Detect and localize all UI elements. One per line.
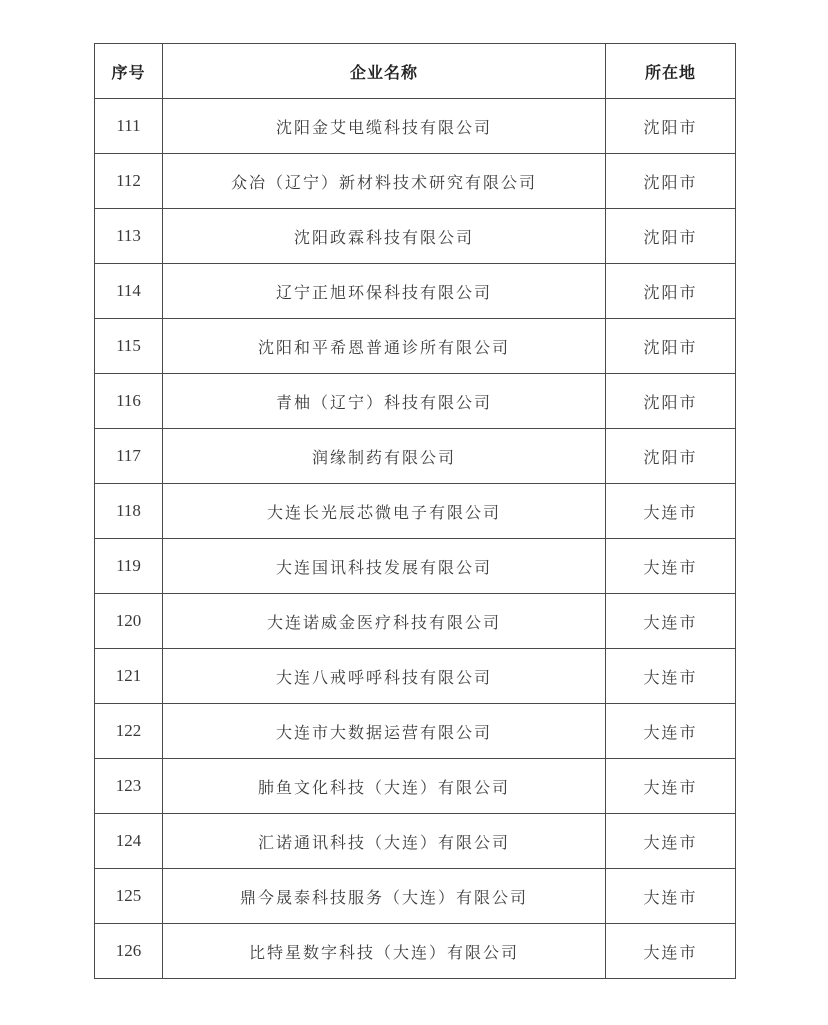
header-seq: 序号 — [95, 44, 163, 99]
cell-company-name: 大连市大数据运营有限公司 — [163, 704, 606, 759]
cell-company-name: 大连国讯科技发展有限公司 — [163, 539, 606, 594]
cell-seq: 118 — [95, 484, 163, 539]
cell-seq: 120 — [95, 594, 163, 649]
table-row — [95, 924, 736, 979]
table-row — [95, 99, 736, 154]
cell-seq: 111 — [95, 99, 163, 154]
cell-seq: 117 — [95, 429, 163, 484]
cell-seq: 121 — [95, 649, 163, 704]
cell-company-name: 沈阳金艾电缆科技有限公司 — [163, 99, 606, 154]
cell-location: 大连市 — [606, 869, 736, 924]
cell-company-name: 比特星数字科技（大连）有限公司 — [163, 924, 606, 979]
table-row — [95, 374, 736, 429]
cell-seq: 124 — [95, 814, 163, 869]
cell-seq: 116 — [95, 374, 163, 429]
header-location: 所在地 — [606, 44, 736, 99]
cell-company-name: 众冶（辽宁）新材料技术研究有限公司 — [163, 154, 606, 209]
header-row — [95, 44, 736, 99]
table-row — [95, 484, 736, 539]
table-row — [95, 704, 736, 759]
cell-location: 沈阳市 — [606, 429, 736, 484]
cell-seq: 126 — [95, 924, 163, 979]
cell-company-name: 润缘制药有限公司 — [163, 429, 606, 484]
cell-location: 大连市 — [606, 649, 736, 704]
table-row — [95, 539, 736, 594]
cell-company-name: 沈阳政霖科技有限公司 — [163, 209, 606, 264]
header-company-name: 企业名称 — [163, 44, 606, 99]
cell-location: 沈阳市 — [606, 209, 736, 264]
cell-seq: 112 — [95, 154, 163, 209]
cell-seq: 119 — [95, 539, 163, 594]
cell-location: 沈阳市 — [606, 374, 736, 429]
cell-company-name: 沈阳和平希恩普通诊所有限公司 — [163, 319, 606, 374]
table-row — [95, 649, 736, 704]
cell-location: 沈阳市 — [606, 154, 736, 209]
cell-company-name: 大连诺威金医疗科技有限公司 — [163, 594, 606, 649]
cell-location: 沈阳市 — [606, 264, 736, 319]
table-body — [95, 99, 736, 979]
table-row — [95, 429, 736, 484]
cell-company-name: 鼎今晟泰科技服务（大连）有限公司 — [163, 869, 606, 924]
cell-seq: 125 — [95, 869, 163, 924]
cell-seq: 113 — [95, 209, 163, 264]
table-header — [95, 44, 736, 99]
cell-location: 沈阳市 — [606, 319, 736, 374]
cell-location: 大连市 — [606, 814, 736, 869]
table-row — [95, 209, 736, 264]
cell-company-name: 汇诺通讯科技（大连）有限公司 — [163, 814, 606, 869]
table-row — [95, 154, 736, 209]
cell-seq: 114 — [95, 264, 163, 319]
table-row — [95, 594, 736, 649]
cell-seq: 123 — [95, 759, 163, 814]
cell-location: 大连市 — [606, 594, 736, 649]
table-row — [95, 814, 736, 869]
cell-company-name: 肺鱼文化科技（大连）有限公司 — [163, 759, 606, 814]
cell-seq: 115 — [95, 319, 163, 374]
cell-location: 大连市 — [606, 759, 736, 814]
company-list-table — [94, 43, 736, 979]
table-row — [95, 319, 736, 374]
table-row — [95, 869, 736, 924]
cell-location: 大连市 — [606, 484, 736, 539]
cell-company-name: 大连八戒呼呼科技有限公司 — [163, 649, 606, 704]
cell-company-name: 青柚（辽宁）科技有限公司 — [163, 374, 606, 429]
cell-company-name: 大连长光辰芯微电子有限公司 — [163, 484, 606, 539]
cell-location: 大连市 — [606, 539, 736, 594]
cell-location: 大连市 — [606, 704, 736, 759]
cell-seq: 122 — [95, 704, 163, 759]
table-row — [95, 759, 736, 814]
cell-location: 大连市 — [606, 924, 736, 979]
cell-location: 沈阳市 — [606, 99, 736, 154]
table-row — [95, 264, 736, 319]
cell-company-name: 辽宁正旭环保科技有限公司 — [163, 264, 606, 319]
